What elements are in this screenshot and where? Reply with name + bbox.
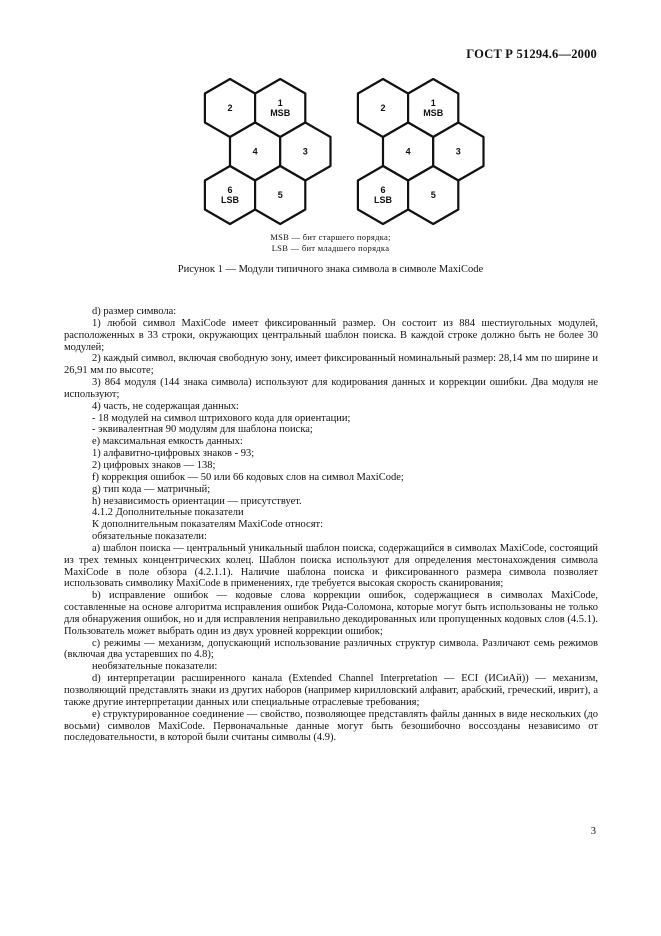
hex-module-number: 1 (430, 98, 436, 108)
page-number: 3 (590, 826, 596, 837)
paragraph: e) структурированное соединение — свойство, позволяющее представлять файлы данных в виде нескольких (до восьми) символов MaxiCode. Первоначальные данные могут быть безошибочно воссозданы независимо от последовательности, в которой были считаны символы (4.9). (64, 708, 598, 744)
paragraph: К дополнительным показателям MaxiCode относят: (92, 519, 324, 531)
left-symbol-module-group (205, 79, 331, 224)
paragraph: - эквивалентная 90 модулям для шаблона поиска; (92, 424, 313, 436)
paragraph: g) тип кода — матричный; (92, 483, 211, 495)
legend-msb: MSB — бит старшего порядка; (270, 232, 391, 242)
document-code: ГОСТ Р 51294.6—2000 (466, 47, 597, 61)
figure-caption: Рисунок 1 — Модули типичного знака символа в символе MaxiCode (177, 264, 484, 275)
paragraph: d) размер символа: (92, 306, 177, 317)
legend-lsb: LSB — бит младшего порядка (271, 243, 390, 253)
paragraph: - 18 модулей на символ штрихового кода для ориентации; (92, 412, 351, 424)
paragraph: b) исправление ошибок — кодовые слова коррекции ошибок, содержащиеся в символах MaxiCode, составленные на основе алгоритма исправления ошибок Рида-Соломона, которые могут быть использованы не только для обнаружения ошибок, но и для исправления неправильно декодированных или пропущенных кодовых слов (4.5.1). Пользователь может выбрать один из двух уровней коррекции ошибок; (64, 590, 598, 637)
paragraph: необязательные показатели: (92, 661, 218, 673)
hex-module-bit-label: MSB (270, 108, 291, 118)
hex-module-number: 5 (430, 190, 436, 200)
paragraph: обязательные показатели: (92, 531, 207, 543)
paragraph: 3) 864 модуля (144 знака символа) используют для кодирования данных и коррекции ошибки. Два модуля не используют; (64, 377, 598, 400)
hex-module-bit-label: MSB (423, 108, 444, 118)
hex-module-number: 5 (277, 190, 283, 200)
hex-module-bit-label: LSB (374, 195, 392, 205)
hex-module-number: 1 (277, 98, 283, 108)
paragraph: f) коррекция ошибок — 50 или 66 кодовых слов на символ MaxiCode; (92, 471, 404, 483)
hex-module-number: 6 (380, 185, 386, 195)
hex-module-bit-label: LSB (221, 195, 239, 205)
figure-legend (0, 232, 661, 254)
paragraph: 2) каждый символ, включая свободную зону, имеет фиксированный номинальный размер: 28,14 мм по ширине и 26,91 мм по высоте; (64, 353, 598, 377)
hex-module-number: 2 (380, 103, 386, 113)
paragraph: e) максимальная емкость данных: (92, 436, 243, 448)
hex-module-number: 6 (227, 185, 233, 195)
paragraph: 2) цифровых знаков — 138; (92, 459, 216, 471)
paragraph: h) независимость ориентации — присутствует. (92, 495, 302, 507)
hex-module-number: 4 (405, 146, 411, 157)
paragraph: a) шаблон поиска — центральный уникальный шаблон поиска, содержащийся в символах MaxiCode, состоящий из трех темных концентрических колец. Шаблон поиска используют для определения местонахождения символа MaxiCode в поле обзора (4.2.1.1). Наличие шаблона поиска и фиксированного размера символа позволяет использовать символику MaxiCode в применениях, где требуется высокая скорость сканирования; (64, 542, 598, 590)
paragraph: 1) любой символ MaxiCode имеет фиксированный размер. Он состоит из 884 шестиугольных модулей, расположенных в 33 строки, окружающих центральный шаблон поиска. В каждой строке должно быть не более 30 модулей; (64, 317, 598, 353)
hex-module-number: 3 (302, 146, 308, 157)
paragraph: 4.1.2 Дополнительные показатели (92, 507, 244, 519)
paragraph: 4) часть, не содержащая данных: (92, 400, 239, 412)
body-text (64, 306, 598, 744)
hex-module-number: 2 (227, 103, 233, 113)
paragraph: c) режимы — механизм, допускающий использование различных структур символа. Различают семь режимов (включая два устаревших по 4.8); (64, 637, 598, 661)
hex-module-number: 3 (455, 146, 461, 157)
paragraph: d) интерпретации расширенного канала (Extended Channel Interpretation — ECI (ИСиАй)) — механизм, позволяющий представлять знаки из других наборов (например кирилловский алфавит, арабский, греческий, иврит), а также другие интерпретации данных или специальные отраслевые требования; (64, 673, 598, 708)
hex-module-number: 4 (252, 146, 258, 157)
figure-1-maxicode-modules (0, 0, 661, 260)
paragraph: 1) алфавитно-цифровых знаков - 93; (92, 448, 255, 460)
right-symbol-module-group (358, 79, 484, 224)
